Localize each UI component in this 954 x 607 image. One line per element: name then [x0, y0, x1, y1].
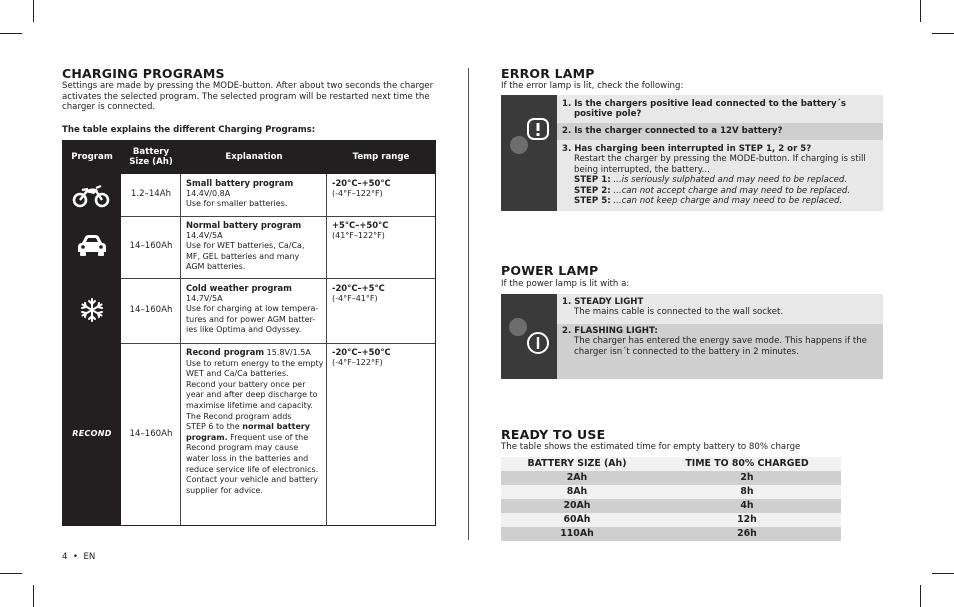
crop-mark: [920, 0, 921, 22]
temp-fahrenheit: (-4°F–41°F): [332, 293, 378, 303]
explanation-cell: [186, 178, 324, 210]
state-text: charger isn´t connected to the battery in 2 minutes.: [574, 346, 799, 357]
state-steady: [562, 297, 878, 318]
text-run: STEP 6 to the: [186, 422, 243, 432]
error-checklist: [501, 95, 883, 211]
power-lamp-intro: If the power lamp is lit with a:: [501, 279, 630, 289]
check-detail: [562, 154, 880, 206]
table-row: [501, 513, 841, 527]
program-spec: 15.8V/1.5A: [264, 348, 311, 357]
program-name: Cold weather program: [186, 283, 292, 293]
charge-time-cell: 8h: [740, 486, 754, 497]
temp-celsius: -20°C–+5°C: [332, 283, 385, 293]
row-line: [121, 216, 435, 217]
crop-mark: [932, 573, 954, 574]
program-name: Recond program: [186, 347, 265, 357]
explanation-line: AGM batteries.: [186, 262, 246, 272]
intro-line: activates the selected program. The selected program will be restarted next time the: [62, 91, 430, 102]
temp-cell: [332, 220, 432, 241]
battery-size-cell: 20Ah: [563, 500, 591, 511]
text-run: program.: [186, 432, 228, 442]
table-header: [63, 141, 435, 174]
explanation-line: Use for WET batteries, Ca/Ca,: [186, 241, 305, 251]
explanation-line: [186, 422, 326, 433]
header-size-line: Battery: [132, 147, 170, 157]
check-item-3: [562, 144, 880, 206]
crop-mark: [33, 0, 34, 22]
explanation-line: ies like Optima and Odyssey.: [186, 325, 302, 335]
explanation-line: water loss in the batteries and: [186, 453, 309, 463]
temp-celsius: -20°C–+50°C: [332, 178, 391, 188]
recond-label: RECOND: [72, 429, 112, 438]
charging-programs-intro: [62, 81, 442, 113]
explanation-cell: [186, 220, 324, 273]
step-line: [574, 175, 880, 185]
charging-programs-table: [62, 140, 436, 526]
explanation-line: 14.4V/0.8A: [186, 188, 231, 198]
explanation-line: Use for charging at low tempera-: [186, 304, 319, 314]
explanation-line: Use for smaller batteries.: [186, 199, 288, 209]
step-label: STEP 2:: [574, 185, 611, 196]
explanation-line: MF, GEL batteries and many: [186, 251, 300, 261]
header-temp-range: Temp range: [352, 151, 410, 162]
table-row: [501, 499, 841, 513]
charge-time-cell: 26h: [737, 528, 757, 539]
charge-time-cell: 4h: [740, 500, 754, 511]
battery-size: 14–160Ah: [129, 429, 173, 439]
battery-size-cell: 2Ah: [566, 472, 588, 483]
program-name: Small battery program: [186, 178, 294, 188]
step-line: [574, 196, 880, 206]
header-battery-size: BATTERY SIZE (Ah): [527, 458, 627, 469]
header-size-line: Size (Ah): [129, 156, 173, 167]
snowflake-icon: [79, 297, 105, 327]
ready-to-use-title: READY TO USE: [501, 427, 606, 442]
battery-size-cell: 110Ah: [560, 528, 594, 539]
motorcycle-icon: [72, 182, 110, 212]
error-lamp-title: ERROR LAMP: [501, 66, 595, 81]
step-label: STEP 5:: [574, 196, 611, 207]
crop-mark: [932, 33, 954, 34]
battery-size: 14–160Ah: [129, 241, 173, 251]
state-flashing: [562, 326, 878, 357]
power-lamp-indicator: [509, 318, 527, 336]
table-row: [501, 527, 841, 541]
explanation-line: WET and Ca/Ca batteries.: [186, 369, 289, 379]
table-body: [501, 471, 841, 541]
error-lamp-intro: If the error lamp is lit, check the following:: [501, 81, 684, 91]
check-item-2: 2. Is the charger connected to a 12V battery?: [562, 126, 783, 136]
explanation-cell: [186, 347, 326, 496]
program-icon-column: [63, 174, 121, 526]
check-line: 1. Is the chargers positive lead connected to the battery´s: [562, 99, 847, 109]
column-line: [180, 174, 181, 526]
row-line: [121, 343, 435, 344]
power-lamp-states: [501, 294, 883, 379]
state-label: 2. FLASHING LIGHT:: [562, 326, 658, 336]
ready-to-use-intro: The table shows the estimated time for empty battery to 80% charge: [501, 442, 801, 452]
intro-line: Settings are made by pressing the MODE-button. After about two seconds the charger: [62, 81, 434, 91]
page-footer: 4 • EN: [62, 552, 96, 562]
check-detail-line: Restart the charger by pressing the MODE-button. If charging is still: [574, 154, 866, 165]
exclamation-icon: [527, 118, 549, 144]
battery-size-cell: 8Ah: [566, 486, 588, 497]
check-item-1: [562, 99, 878, 120]
program-name: Normal battery program: [186, 220, 302, 230]
error-lamp-indicator: [510, 136, 528, 154]
intro-line: charger is connected.: [62, 102, 156, 113]
explanation-line: reduce service life of electronics.: [186, 464, 319, 474]
temp-cell: [332, 347, 432, 368]
program-name-line: [186, 347, 326, 359]
explanation-line: Use to return energy to the empty: [186, 358, 324, 368]
header-battery-size: [121, 141, 181, 174]
state-text: The mains cable is connected to the wall socket.: [574, 307, 784, 318]
explanation-line: The Recond program adds: [186, 411, 292, 421]
explanation-line: year and after deep discharge to: [186, 390, 318, 400]
step-text: ...can not keep charge and may need to be replaced.: [610, 196, 843, 207]
explanation-line: tures and for power AGM batter-: [186, 314, 316, 324]
charging-programs-title: CHARGING PROGRAMS: [62, 66, 225, 81]
temp-cell: [332, 178, 432, 199]
check-detail-line: being interrupted, the battery...: [574, 164, 710, 175]
text-run: normal battery: [242, 422, 311, 432]
header-time: TIME TO 80% CHARGED: [685, 458, 809, 469]
text-run: Frequent use of the: [227, 432, 309, 442]
column-line: [326, 174, 327, 526]
step-text: ...can not accept charge and may need to be replaced.: [610, 185, 851, 196]
explanation-line: [186, 433, 326, 444]
explanation-line: 14.4V/5A: [186, 230, 223, 240]
temp-fahrenheit: (-4°F–122°F): [332, 357, 383, 367]
power-lamp-title: POWER LAMP: [501, 263, 599, 278]
crop-mark: [920, 585, 921, 607]
power-icon: [526, 331, 550, 359]
step-label: STEP 1:: [574, 175, 611, 186]
state-label: 1. STEADY LIGHT: [562, 297, 644, 307]
header-explanation: Explanation: [225, 151, 283, 162]
temp-cell: [332, 283, 432, 304]
battery-size-cell: 60Ah: [563, 514, 591, 525]
explanation-line: Contact your vehicle and battery: [186, 475, 319, 485]
explanation-line: 14.7V/5A: [186, 293, 223, 303]
table-header: [501, 457, 841, 471]
column-divider: [468, 68, 469, 540]
battery-size: 1.2–14Ah: [130, 189, 172, 199]
crop-mark: [0, 573, 22, 574]
explanation-line: Recond your battery once per: [186, 379, 306, 389]
explanation-line: maximise lifetime and capacity.: [186, 400, 313, 410]
crop-mark: [33, 585, 34, 607]
explanation-line: supplier for advice.: [186, 485, 263, 495]
table-caption: The table explains the different Charging Programs:: [62, 125, 316, 135]
check-line: 3. Has charging been interrupted in STEP 1, 2 or 5?: [562, 144, 812, 154]
explanation-line: Recond program may cause: [186, 443, 299, 453]
temp-celsius: -20°C–+50°C: [332, 347, 391, 357]
temp-celsius: +5°C–+50°C: [332, 220, 389, 230]
battery-size: 14–160Ah: [129, 305, 173, 315]
header-program: Program: [71, 151, 113, 162]
state-text: The charger has entered the energy save mode. This happens if the: [574, 336, 867, 347]
charge-time-cell: 12h: [737, 514, 757, 525]
table-row: [501, 485, 841, 499]
explanation-cell: [186, 283, 324, 336]
error-icon-cell: [501, 95, 557, 211]
row-line: [121, 278, 435, 279]
check-line: positive pole?: [574, 109, 642, 120]
charge-time-cell: 2h: [740, 472, 754, 483]
step-text: ...is seriously sulphated and may need to be replaced.: [610, 175, 848, 186]
car-icon: [76, 233, 108, 261]
temp-fahrenheit: (-4°F–122°F): [332, 188, 383, 198]
temp-fahrenheit: (41°F–122°F): [332, 230, 385, 240]
step-line: [574, 186, 880, 196]
crop-mark: [0, 33, 22, 34]
charge-time-table: [501, 457, 841, 541]
table-row: [501, 471, 841, 485]
